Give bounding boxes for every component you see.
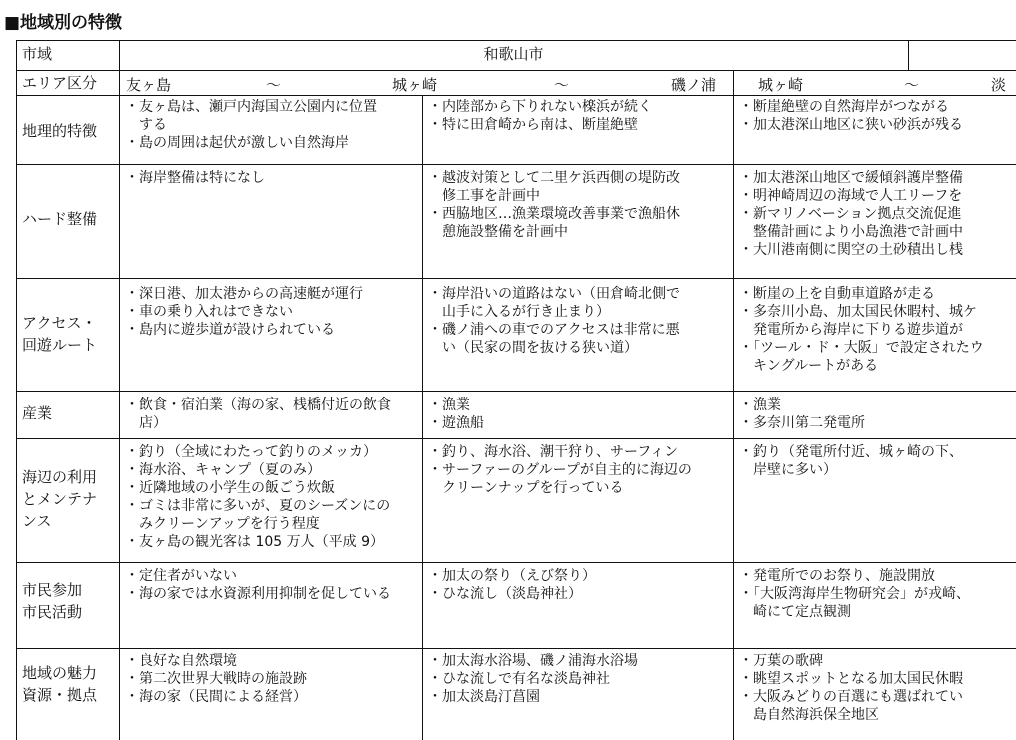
row-label-access: アクセス・ 回遊ルート — [22, 314, 98, 354]
rule — [16, 562, 1016, 563]
area-span-1-sep: ～ — [266, 76, 282, 94]
row-citizen-col-1: ・定住者がいない ・海の家では水資源利用抑制を促している — [125, 568, 391, 602]
row-industry-col-2: ・漁業 ・遊漁船 — [428, 397, 484, 431]
rule — [16, 70, 1016, 71]
rule — [16, 648, 1016, 649]
rule — [422, 95, 423, 740]
row-attractions-col-1: ・良好な自然環境 ・第二次世界大戦時の施設跡 ・海の家（民間による経営） — [125, 653, 307, 705]
rule — [908, 40, 909, 70]
rule — [733, 70, 734, 740]
region-value: 和歌山市 — [483, 45, 544, 63]
area-span-2-sep: ～ — [554, 76, 570, 94]
row-seaside-use-col-1: ・釣り（全域にわたって釣りのメッカ） ・海水浴、キャンプ（夏のみ） ・近隣地域の小学生の飯ごう炊飯 ・ゴミは非常に多いが、夏のシーズンにの みクリーンアップを行う程度 ・友ヶ島の観光客は 105 万人（平成 9） — [125, 444, 391, 550]
row-seaside-use-col-3: ・釣り（発電所付近、城ヶ崎の下、 岸壁に多い） — [739, 444, 963, 478]
area-span-3-sep: ～ — [904, 76, 920, 94]
area-span-3-from: 城ヶ崎 — [758, 76, 804, 94]
row-label-citizen: 市民参加 市民活動 — [22, 581, 83, 621]
rule — [16, 438, 1016, 439]
row-attractions-col-2: ・加太海水浴場、磯ノ浦海水浴場 ・ひな流しで有名な淡島神社 ・加太淡島汀菖園 — [428, 653, 638, 705]
row-geography-col-2: ・内陸部から下りれない檪浜が続く ・特に田倉崎から南は、断崖絶壁 — [428, 99, 652, 133]
rule — [119, 40, 120, 740]
row-infrastructure-col-1: ・海岸整備は特になし — [125, 170, 265, 186]
row-industry-col-1: ・飲食・宿泊業（海の家、桟橋付近の飲食 店） — [125, 397, 391, 431]
row-access-col-2: ・海岸沿いの道路はない（田倉崎北側で 山手に入るが行き止まり） ・磯ノ浦への車でのアクセスは非常に悪 い（民家の間を抜ける狭い道） — [428, 286, 680, 356]
row-access-col-1: ・深日港、加太港からの高速艇が運行 ・車の乗り入れはできない ・島内に遊歩道が設けられている — [125, 286, 363, 338]
rule-top — [16, 40, 1016, 41]
rule — [16, 278, 1016, 279]
rule — [16, 95, 1016, 96]
area-span-1-from: 友ヶ島 — [126, 76, 172, 94]
page-heading: ■地域別の特徴 — [4, 13, 123, 33]
area-span-1-to: 城ヶ崎 — [392, 76, 438, 94]
rule — [16, 164, 1016, 165]
row-industry-col-3: ・漁業 ・多奈川第二発電所 — [739, 397, 865, 431]
area-label: エリア区分 — [22, 74, 98, 92]
rule-left — [16, 40, 17, 740]
regional-features-table — [16, 40, 1016, 740]
row-label-geography: 地理的特徴 — [22, 122, 98, 140]
row-citizen-col-2: ・加太の祭り（えび祭り） ・ひな流し（淡島神社） — [428, 568, 596, 602]
area-span-2-to: 磯ノ浦 — [671, 76, 717, 94]
row-infrastructure-col-3: ・加太港深山地区で緩傾斜護岸整備 ・明神崎周辺の海域で人工リーフを ・新マリノベーション拠点交流促進 整備計画により小島漁港で計画中 ・大川港南側に関空の土砂積出し桟 — [739, 170, 963, 258]
row-geography-col-3: ・断崖絶壁の自然海岸がつながる ・加太港深山地区に狭い砂浜が残る — [739, 99, 963, 133]
row-seaside-use-col-2: ・釣り、海水浴、潮干狩り、サーフィン ・サーファーのグループが自主的に海辺の クリーンナップを行っている — [428, 444, 692, 496]
row-label-industry: 産業 — [22, 404, 53, 422]
row-label-seaside-use: 海辺の利用 とメンテナ ンス — [22, 468, 98, 530]
row-attractions-col-3: ・万葉の歌碑 ・眺望スポットとなる加太国民休暇 ・大阪みどりの百選にも選ばれてい 島自然海浜保全地区 — [739, 653, 963, 723]
row-access-col-3: ・断崖の上を自動車道路が走る ・多奈川小島、加太国民休暇村、城ケ 発電所から海岸に下りる遊歩道が ・「ツール・ド・大阪」で設定されたウ キングルートがある — [739, 286, 984, 374]
region-label: 市域 — [22, 45, 53, 63]
row-citizen-col-3: ・発電所でのお祭り、施設開放 ・「大阪湾海岸生物研究会」が戎崎、 崎にて定点観測 — [739, 568, 970, 620]
rule — [16, 391, 1016, 392]
row-infrastructure-col-2: ・越波対策として二里ケ浜西側の堤防改 修工事を計画中 ・西脇地区…漁業環境改善事業で漁船休 憩施設整備を計画中 — [428, 170, 680, 240]
row-geography-col-1: ・友ヶ島は、瀬戸内海国立公園内に位置 する ・島の周囲は起伏が激しい自然海岸 — [125, 99, 377, 151]
area-span-3-to: 淡 — [991, 76, 1007, 94]
row-label-attractions: 地域の魅力 資源・拠点 — [22, 664, 98, 704]
row-label-infrastructure: ハード整備 — [22, 210, 98, 228]
